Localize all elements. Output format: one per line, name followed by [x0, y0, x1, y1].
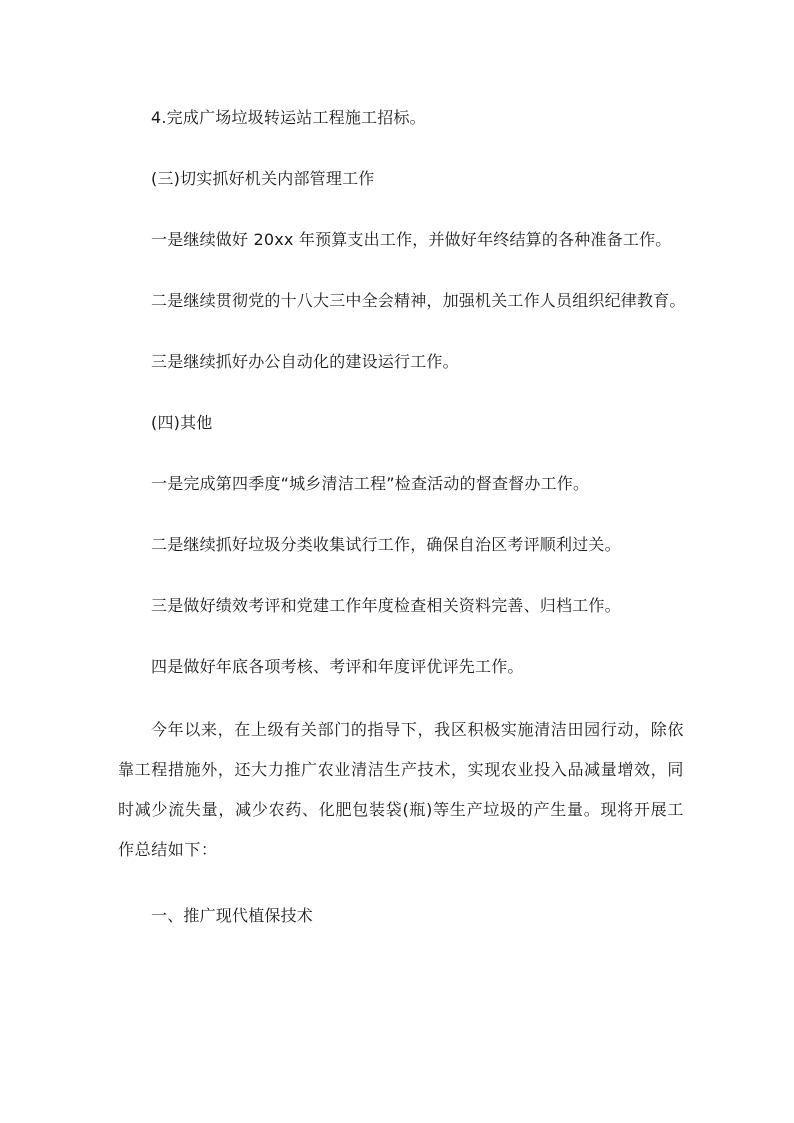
doc-line-8: 二是继续抓好垃圾分类收集试行工作，确保自治区考评顺利过关。: [151, 535, 621, 554]
doc-line-10: 四是做好年底各项考核、考评和年度评优评先工作。: [151, 657, 524, 676]
doc-paragraph: 今年以来，在上级有关部门的指导下，我区积极实施清洁田园行动，除依靠工程措施外，还大力推广农业清洁生产技术，实现农业投入品减量增效，同时减少流失量，减少农药、化肥包装袋(瓶)等生产垃圾的产生量。现将开展工作总结如下：: [118, 720, 684, 859]
doc-line-5: 三是继续抓好办公自动化的建设运行工作。: [151, 352, 459, 371]
doc-line-9: 三是做好绩效考评和党建工作年度检查相关资料完善、归档工作。: [151, 596, 621, 615]
section-heading: 一、推广现代植保技术: [151, 906, 314, 925]
doc-line-1: 4.完成广场垃圾转运站工程施工招标。: [151, 108, 426, 127]
doc-line-6: (四)其他: [151, 413, 213, 432]
doc-line-3: 一是继续做好 20xx 年预算支出工作，并做好年终结算的各种准备工作。: [151, 230, 672, 249]
doc-line-4: 二是继续贯彻党的十八大三中全会精神，加强机关工作人员组织纪律教育。: [151, 291, 686, 310]
doc-line-2: (三)切实抓好机关内部管理工作: [151, 169, 375, 188]
doc-line-7: 一是完成第四季度“城乡清洁工程”检查活动的督查督办工作。: [151, 474, 590, 493]
